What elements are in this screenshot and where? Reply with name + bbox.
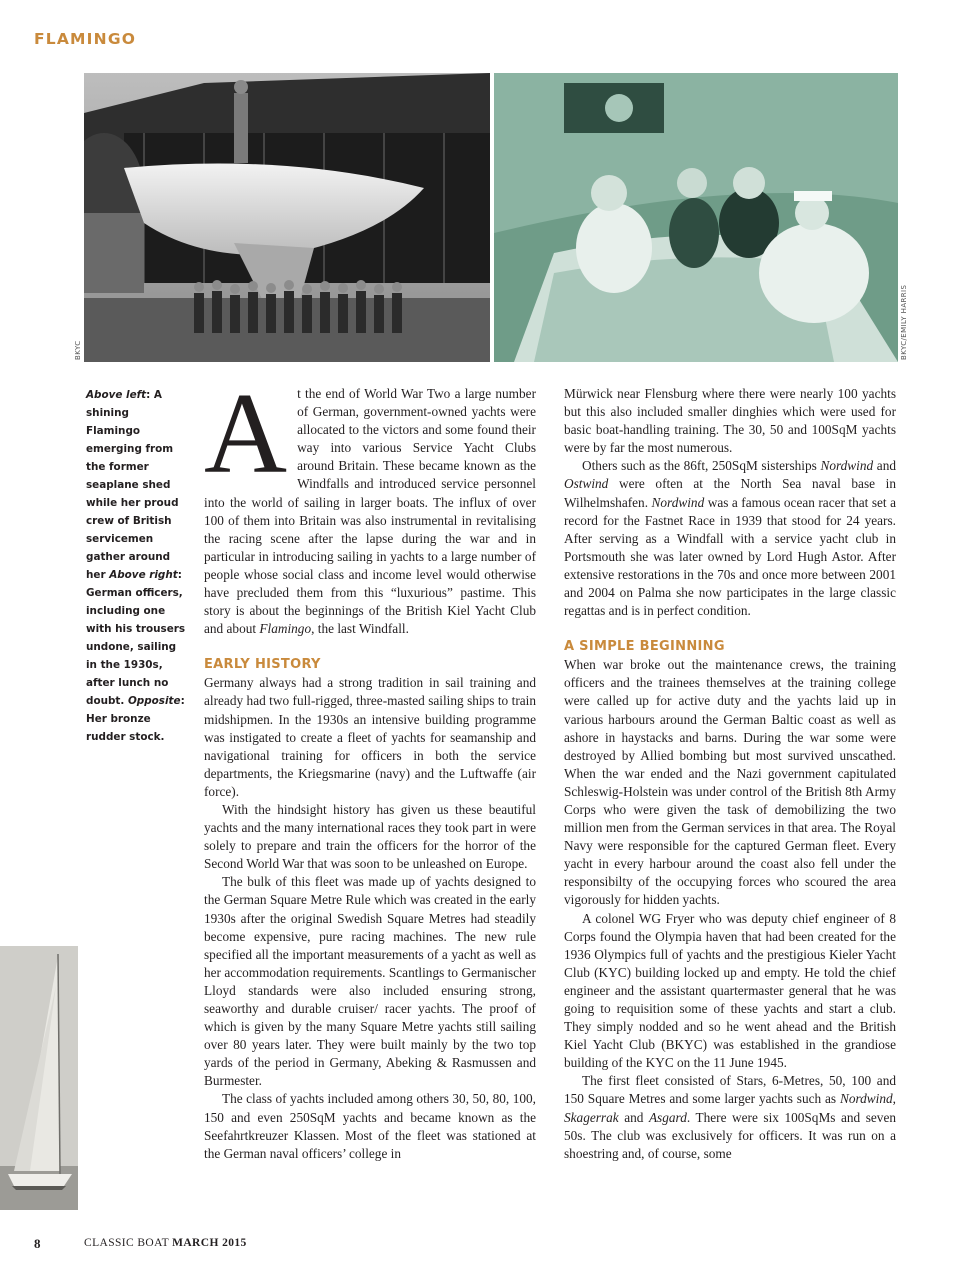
photo-german-officers-image xyxy=(494,73,898,362)
caption-above-right-text: : German officers, including one with his trousers undone, sailing in the 1930s, after lunch no doubt. xyxy=(86,569,186,707)
text-run: Others such as the 86ft, 250SqM sisterships xyxy=(582,458,821,474)
page-number: 8 xyxy=(34,1236,41,1251)
yacht-name: Nordwind xyxy=(839,1091,893,1107)
intro-text: t the end of World War Two a large number of German, government-owned yachts were allocated to the victors and some found their way into various Service Yacht Clubs around Britain. These became known as the Windfalls and introduced service personnel into the world of sailing in larger boats. The influx of over 100 of them into Britain was also instrumental in revitalising the racing scene after the lapse during the war and in particular in introducing sailing in yachts to a large number of people whose social class and income level would otherwise have precluded them from this “luxurious” pastime. This story is about the beginnings of the British Kiel Yacht Club and about xyxy=(204,386,536,637)
intro-end: , the last Windfall. xyxy=(311,621,409,637)
caption-above-right-label: Above right xyxy=(109,569,178,581)
magazine-name: CLASSIC BOAT xyxy=(84,1237,169,1249)
intro-italic: Flamingo xyxy=(259,621,312,637)
drop-cap: A xyxy=(204,370,288,497)
photo-flamingo-shed xyxy=(84,73,490,362)
yacht-name: Nordwind xyxy=(651,494,705,510)
yacht-name: Skagerrak xyxy=(564,1109,619,1125)
paragraph xyxy=(564,457,896,620)
photo-german-officers xyxy=(494,73,898,362)
text-run: and xyxy=(873,458,896,474)
caption-above-left-label: Above left xyxy=(86,389,147,401)
article-intro xyxy=(204,370,536,638)
article-column-1 xyxy=(204,370,536,1163)
photo-caption xyxy=(86,386,186,746)
caption-opposite-text: : Her bronze rudder stock. xyxy=(86,695,185,743)
section-label: FLAMINGO xyxy=(34,30,137,48)
text-run: , xyxy=(892,1091,896,1107)
issue-date: MARCH 2015 xyxy=(172,1237,247,1249)
paragraph: The class of yachts included among others 30, 50, 80, 100, 150 and even 250SqM yachts and became known as the Seefahrtkreuzer Klassen. Most of the fleet was stationed at the German naval officers’ college in xyxy=(204,1091,536,1161)
heading-simple-beginning: A SIMPLE BEGINNING xyxy=(564,639,725,655)
yacht-name: Ostwind xyxy=(564,476,609,492)
paragraph: Mürwick near Flensburg where there were nearly 100 yachts but this also included smaller dinghies which were used for basic boat-handling training. The 30, 50 and 100SqM yachts were by far the most numerous. xyxy=(564,386,896,456)
yacht-name: Asgard xyxy=(648,1109,687,1125)
text-run: was a famous ocean racer that set a record for the Fastnet Race in 1939 that stood for 24 years. After serving as a Windfall with a service yacht club in Portsmouth she was later owned by Lord Hugh Astor. After extensive restorations in the 70s and once more between 2001 and 2004 on Palma she now participates in the large classic regattas and is in perfect condition. xyxy=(564,494,896,619)
paragraph: When war broke out the maintenance crews, the training officers and the trainees themselves at the training college were called up for active duty and the yachts laid up in various harbours around the German Baltic coast as well as ashore in haystacks and barns. During the war some were destroyed by Allied bombing but most survived unscathed. When the war ended and the Nazi government capitulated Schleswig-Holstein was under control of the British 8th Army Corps who were given the task of demobilizing the two million men from the German services in that area. The Royal Navy were responsible for the captured German fleet. Every yacht in every harbour around the coast also fell under the responsibilty of the occupying forces who scoured the area vigorously for hidden yachts. xyxy=(564,657,896,908)
paragraph: A colonel WG Fryer who was deputy chief engineer of 8 Corps found the Olympia haven that had been created for the 1936 Olympics full of yachts and the prestigious Kieler Yacht Club (KYC) building locked up and empty. He told the chief engineer and the assistant quartermaster general that he was going to requisition some of these yachts and start a club. They simply nodded and so he went ahead and the British Kiel Yacht Club (BKYC) was established in the grandiose building of the KYC on the 11 June 1945. xyxy=(564,910,896,1071)
photo-flamingo-shed-image xyxy=(84,73,490,362)
text-run: . There were six 100SqMs and seven 50s. The club was exclusively for officers. It was run on a shoestring and, of course, some xyxy=(564,1109,896,1161)
caption-opposite-label: Opposite xyxy=(127,695,181,707)
text-run: and xyxy=(618,1109,649,1125)
heading-early-history: EARLY HISTORY xyxy=(204,657,321,673)
paragraph: The bulk of this fleet was made up of yachts designed to the German Square Metre Rule which was created in the early 1930s after the original Swedish Square Metres had steadily become expensive, pure racing machines. The new rule specified all the important measurements of a yacht as well as her accommodation requirements. Scantlings to Germanischer Lloyd standards were also included ensuring strong, seaworthy and durable cruiser/ racer yachts. The proof of which is given by the many Square Metre yachts still sailing over 80 years later. They were built mainly by the two top yards of the period in Germany, Abeking & Rasmussen and Burmester. xyxy=(204,874,536,1089)
paragraph: With the hindsight history has given us these beautiful yachts and the many international races they took part in were solely to prepare and train the officers for the horror of the Second World War that was soon to be unleashed on Europe. xyxy=(204,801,536,872)
yacht-name: Nordwind xyxy=(820,458,874,474)
photo-credit-right: BKYC/EMILY HARRIS xyxy=(900,284,908,360)
caption-above-left-text: : A shining Flamingo emerging from the former seaplane shed while her proud crew of British servicemen gather around her xyxy=(86,389,179,581)
article-column-2 xyxy=(564,385,896,1163)
photo-credit-left: BKYC xyxy=(74,340,82,360)
photo-flamingo-sailing-image xyxy=(0,946,78,1210)
text-run: were often at the North Sea naval base in Wilhelmshafen. xyxy=(564,476,896,510)
magazine-footer xyxy=(84,1237,247,1249)
paragraph: Germany always had a strong tradition in sail training and already had two full-rigged, three-masted sailing ships to train midshipmen. In the 1930s an intensive building programme was instigated to create a fleet of yachts for seamanship and navigational training for officers in both the service departments, the Kriegsmarine (navy) and the Luftwaffe (air force). xyxy=(204,675,536,799)
paragraph xyxy=(564,1072,896,1162)
photo-flamingo-sailing xyxy=(0,946,78,1210)
text-run: The first fleet consisted of Stars, 6-Metres, 50, 100 and 150 Square Metres and some larger yachts such as xyxy=(564,1073,896,1107)
